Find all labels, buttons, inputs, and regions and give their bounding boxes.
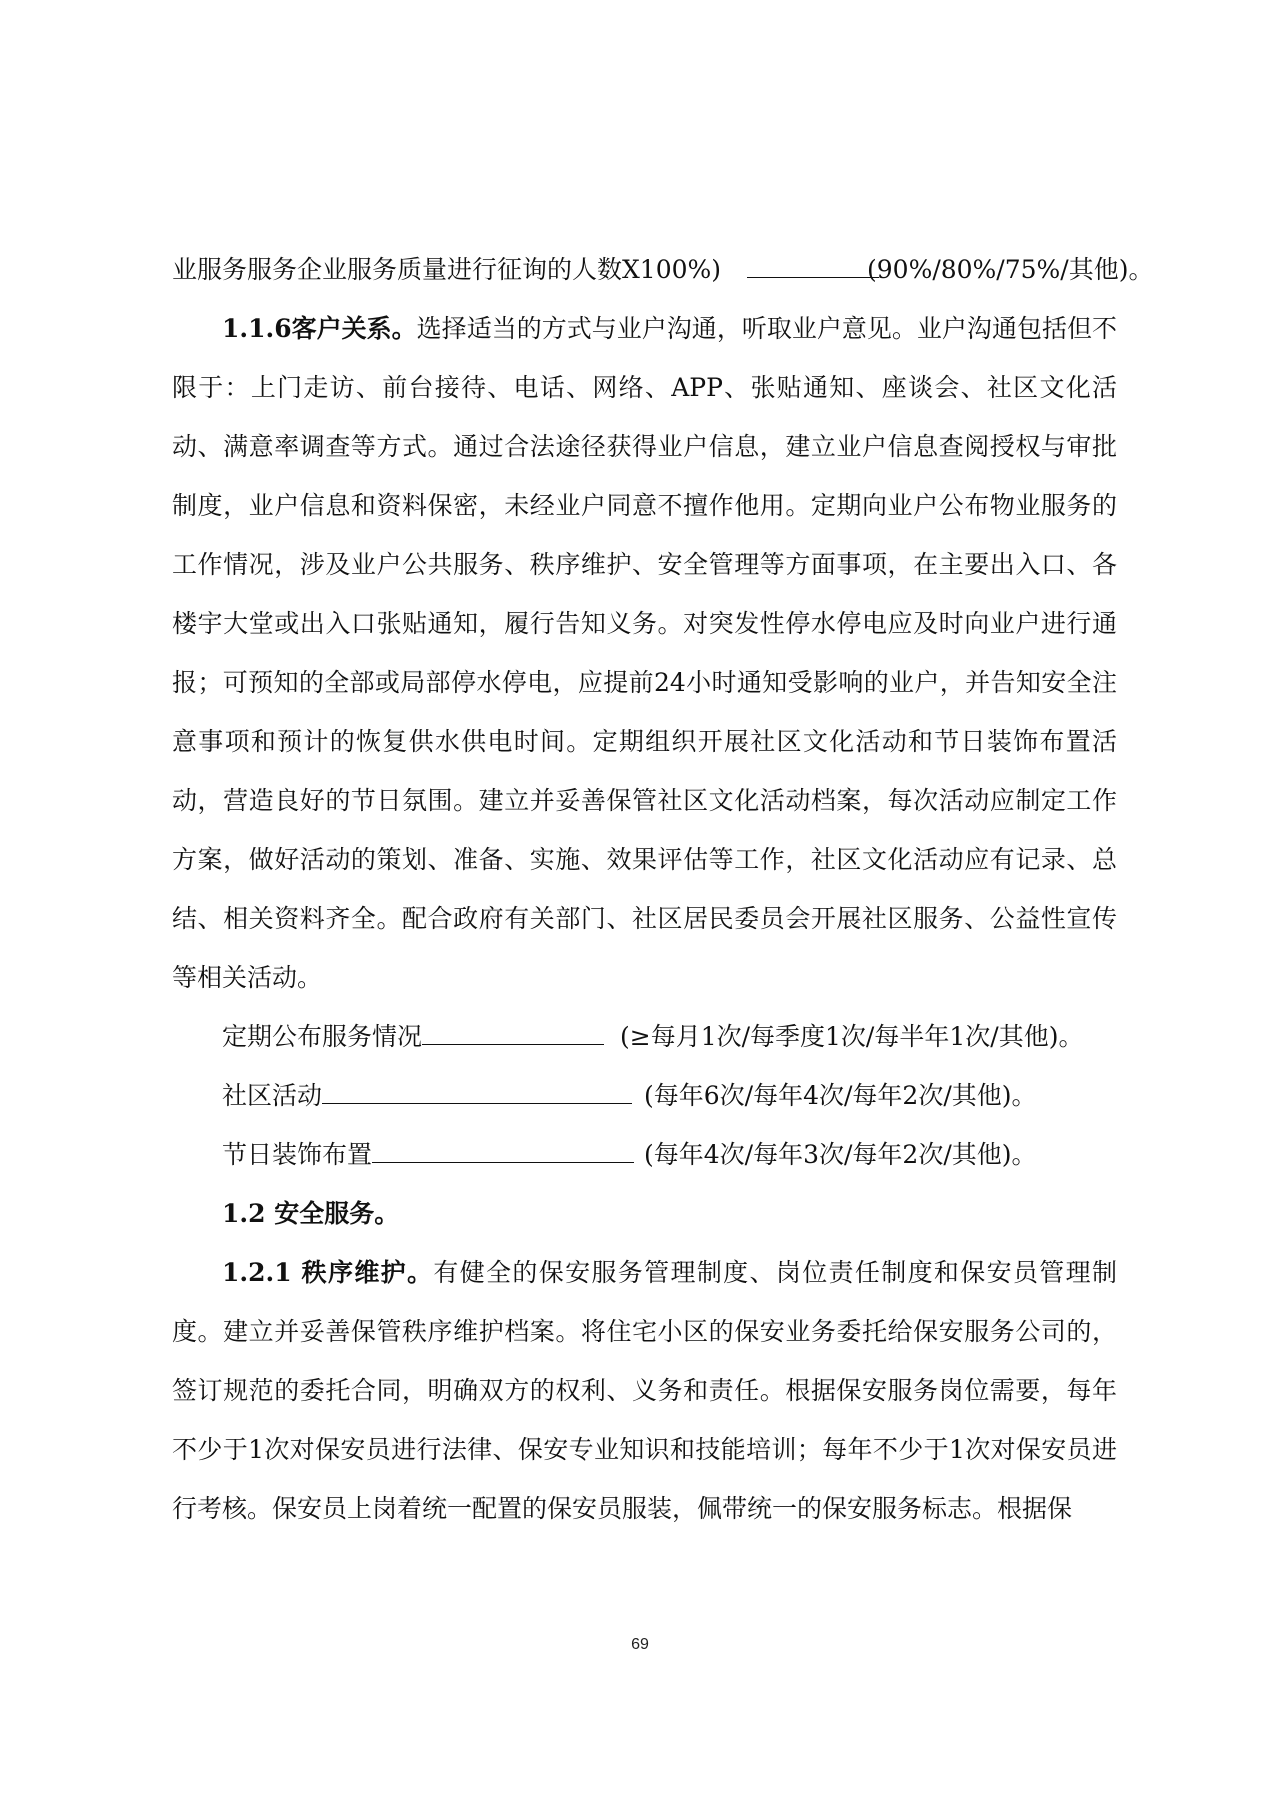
fill-options: (每年4次/每年3次/每年2次/其他)。 xyxy=(644,1140,1037,1169)
page-number: 69 xyxy=(631,1636,649,1653)
section-1-1-6-heading: 1.1.6客户关系。 xyxy=(222,314,417,343)
section-1-2-1-paragraph xyxy=(172,1243,1117,1538)
section-1-1-6-body: 选择适当的方式与业户沟通，听取业户意见。业户沟通包括但不限于：上门走访、前台接待、电话、网络、APP、张贴通知、座谈会、社区文化活动、满意率调查等方式。通过合法途径获得业户信息，建立业户信息查阅授权与审批制度，业户信息和资料保密，未经业户同意不擅作他用。定期向业户公布物业服务的工作情况，涉及业户公共服务、秩序维护、安全管理等方面事项，在主要出入口、各楼宇大堂或出入口张贴通知，履行告知义务。对突发性停水停电应及时向业户进行通报；可预知的全部或局部停水停电，应提前24小时通知受影响的业户，并告知安全注意事项和预计的恢复供水供电时间。定期组织开展社区文化活动和节日装饰布置活动，营造良好的节日氛围。建立并妥善保管社区文化活动档案，每次活动应制定工作方案，做好活动的策划、准备、实施、效果评估等工作，社区文化活动应有记录、总结、相关资料齐全。配合政府有关部门、社区居民委员会开展社区服务、公益性宣传等相关活动。 xyxy=(172,314,1117,992)
fill-options: (每年6次/每年4次/每年2次/其他)。 xyxy=(644,1081,1037,1110)
section-1-2-1-body: 有健全的保安服务管理制度、岗位责任制度和保安员管理制度。建立并妥善保管秩序维护档案。将住宅小区的保安业务委托给保安服务公司的，签订规范的委托合同，明确双方的权利、义务和责任。根据保安服务岗位需要，每年不少于1次对保安员进行法律、保安专业知识和技能培训；每年不少于1次对保安员进行考核。保安员上岗着统一配置的保安员服装，佩带统一的保安服务标志。根据保 xyxy=(172,1258,1117,1523)
fill-label: 节日装饰布置 xyxy=(222,1140,373,1169)
fill-line-activities xyxy=(172,1066,1117,1125)
section-1-1-6-paragraph xyxy=(172,299,1117,1007)
blank-field xyxy=(322,1081,632,1104)
blank-options: (90%/80%/75%/其他)。 xyxy=(867,255,1154,284)
fill-label: 定期公布服务情况 xyxy=(222,1022,423,1051)
blank-field xyxy=(422,1022,604,1045)
fill-line-publish xyxy=(172,1007,1117,1066)
section-1-2-1-heading: 1.2.1 秩序维护。 xyxy=(222,1258,434,1287)
continued-text: 业服务服务企业服务质量进行征询的人数X100%) xyxy=(172,255,722,284)
blank-field xyxy=(372,1140,634,1163)
blank-field xyxy=(747,255,879,278)
section-1-2-heading: 1.2 安全服务。 xyxy=(222,1199,400,1228)
fill-options: (≥每月1次/每季度1次/每半年1次/其他)。 xyxy=(620,1022,1084,1051)
fill-line-decoration xyxy=(172,1125,1117,1184)
fill-label: 社区活动 xyxy=(222,1081,323,1110)
page-content xyxy=(172,240,1154,1538)
continued-line xyxy=(172,240,1154,299)
